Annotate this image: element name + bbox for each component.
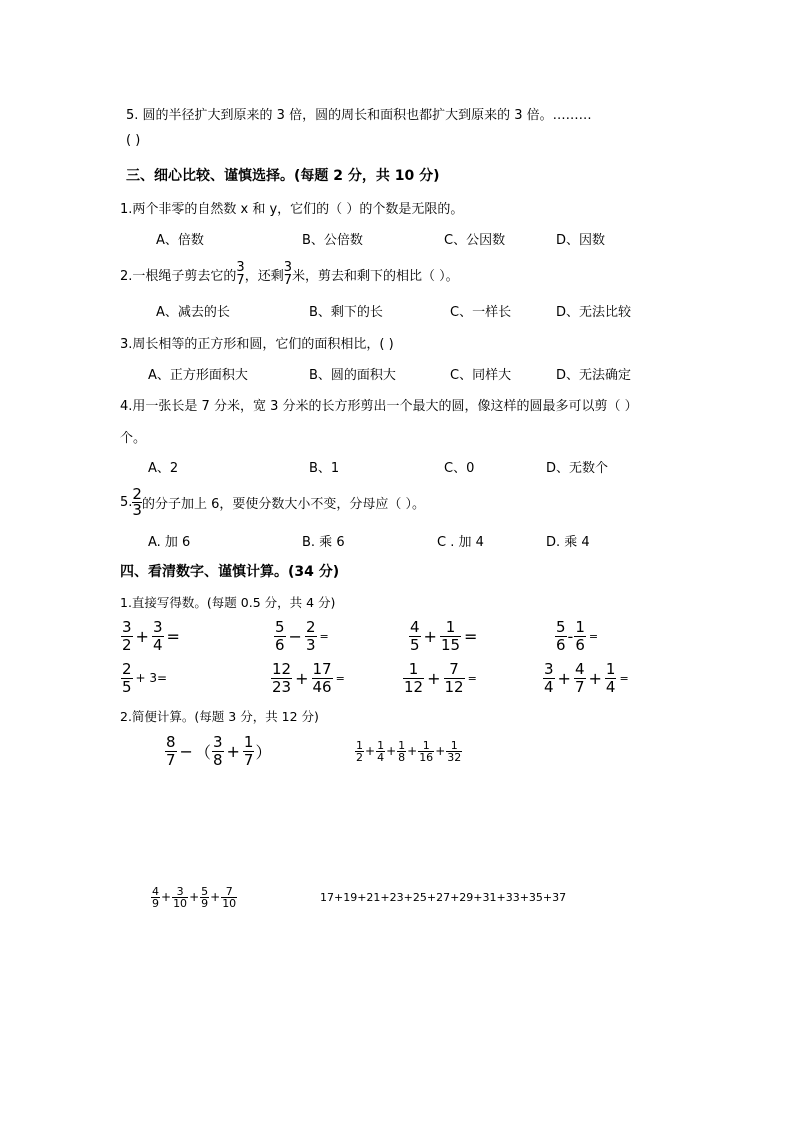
right-paren: ） (255, 742, 272, 762)
calc-expression (408, 617, 479, 655)
denominator: 7 (283, 273, 292, 288)
answer-paren: ( ) (126, 133, 141, 148)
operator: + (386, 744, 397, 758)
q5-fraction (132, 484, 142, 519)
q1-option-a: A、倍数 (156, 233, 204, 248)
section-3-title: 三、细心比较、谨慎选择。(每题 2 分，共 10 分) (126, 168, 440, 184)
q1-option-c: C、公因数 (444, 233, 506, 248)
fraction: $\frac{1}{6}$ (575, 617, 585, 654)
q1-option-d: D、因数 (556, 233, 606, 248)
q5-option-b: B. 乘 6 (302, 535, 345, 550)
section-4-title: 四、看清数字、谨慎计算。(34 分) (120, 564, 340, 580)
calc-expression (273, 617, 331, 655)
fraction: $\frac{3}{2}$ (122, 617, 132, 654)
operator: + (427, 668, 441, 688)
operator: + (435, 744, 446, 758)
simplify-expression-4: 17+19+21+23+25+27+29+31+33+35+37 (320, 891, 567, 904)
choice-question-1: 1.两个非零的自然数 x 和 y，它们的（ ）的个数是无限的。 (120, 202, 464, 217)
q2-option-d: D、无法比较 (556, 305, 632, 320)
operator: + (295, 668, 309, 688)
q4-option-c: C、0 (444, 461, 475, 476)
calc-expression (120, 617, 182, 655)
fraction: $\frac{2}{3}$ (305, 617, 316, 654)
calc-expression (542, 659, 631, 697)
fraction: $\frac{4}{7}$ (574, 659, 585, 696)
operator: + (557, 668, 571, 688)
fraction: $\frac{5}{6}$ (556, 617, 566, 654)
calc-expression (120, 659, 169, 697)
fraction: $\frac{3}{4}$ (152, 617, 163, 654)
operator: − (288, 626, 302, 646)
fraction: $\frac{1}{8}$ (398, 738, 406, 764)
operator: + (189, 890, 200, 904)
simplify-expression-2 (354, 733, 463, 769)
equals: = (166, 626, 180, 646)
fraction: $\frac{1}{15}$ (440, 617, 461, 654)
fraction: $\frac{12}{23}$ (272, 659, 292, 696)
denominator: 3 (132, 500, 142, 519)
q2-text-post: 米，剪去和剩下的相比（ ）。 (291, 268, 459, 284)
q2-text-mid: ，还剩 (244, 268, 284, 284)
q3-option-a: A、正方形面积大 (148, 368, 248, 383)
fraction: $\frac{7}{12}$ (444, 659, 464, 696)
fraction: $\frac{1}{7}$ (243, 732, 254, 769)
operator: + (161, 890, 172, 904)
simplify-expression-3 (150, 879, 238, 915)
choice-question-4: 4.用一张长是 7 分米，宽 3 分米的长方形剪出一个最大的圆，像这样的圆最多可以剪（ ） (120, 399, 638, 414)
fraction: $\frac{1}{12}$ (404, 659, 424, 696)
choice-question-5 (120, 480, 425, 524)
numerator: 3 (236, 260, 245, 275)
fraction: $\frac{1}{16}$ (419, 738, 434, 764)
calc-expression (270, 659, 347, 697)
q5-option-a: A. 加 6 (148, 535, 191, 550)
operator: + (226, 741, 240, 761)
q1-option-b: B、公倍数 (302, 233, 363, 248)
choice-question-4-cont: 个。 (120, 431, 147, 446)
fraction: $\frac{8}{7}$ (166, 732, 176, 769)
equals: = (335, 671, 345, 685)
fraction: $\frac{3}{10}$ (173, 884, 188, 910)
operator: - (567, 626, 574, 646)
fraction: $\frac{4}{9}$ (152, 884, 159, 910)
q4-option-d: D、无数个 (546, 461, 609, 476)
q5-text-post: 的分子加上 6，要使分数大小不变，分母应（ ）。 (141, 496, 425, 512)
fraction: $\frac{3}{4}$ (544, 659, 554, 696)
q4-option-a: A、2 (148, 461, 179, 476)
q2-text-pre: 2.一根绳子剪去它的 (120, 268, 237, 284)
left-paren: （ (194, 742, 211, 762)
fraction: $\frac{2}{5}$ (122, 659, 132, 696)
equals: = (619, 671, 629, 685)
equals: = (319, 629, 329, 643)
operator: + (135, 626, 149, 646)
simplify-expression-1 (164, 731, 271, 771)
q4-option-b: B、1 (309, 461, 340, 476)
fraction: $\frac{5}{9}$ (201, 884, 209, 910)
calc-expression (402, 659, 479, 697)
q2-option-b: B、剩下的长 (309, 305, 383, 320)
equals: = (588, 629, 599, 643)
fraction: $\frac{1}{4}$ (605, 659, 616, 696)
fraction: $\frac{1}{32}$ (447, 738, 462, 764)
equals: = (464, 626, 478, 646)
subsection-direct-answer: 1.直接写得数。(每题 0.5 分，共 4 分) (120, 595, 336, 610)
q3-option-c: C、同样大 (450, 368, 512, 383)
choice-question-3: 3.周长相等的正方形和圆，它们的面积相比，( ) (120, 337, 394, 352)
fraction: $\frac{5}{6}$ (275, 617, 285, 654)
judge-question-5: 5. 圆的半径扩大到原来的 3 倍，圆的周长和面积也都扩大到原来的 3 倍。……… (126, 108, 592, 123)
operator: + (407, 744, 418, 758)
operator: + (588, 668, 602, 688)
operator: + 3= (135, 671, 168, 685)
fraction: $\frac{3}{8}$ (212, 732, 223, 769)
q2-option-a: A、减去的长 (156, 305, 230, 320)
operator: + (210, 890, 221, 904)
operator: + (365, 744, 376, 758)
fraction: $\frac{1}{4}$ (377, 738, 385, 764)
choice-question-2 (120, 257, 459, 291)
q5-text-pre: 5. (120, 494, 133, 510)
operator: + (423, 626, 437, 646)
q3-option-b: B、圆的面积大 (309, 368, 396, 383)
q5-option-d: D. 乘 4 (546, 535, 590, 550)
q5-option-c: C . 加 4 (437, 535, 484, 550)
fraction: $\frac{1}{2}$ (356, 738, 363, 764)
q3-option-d: D、无法确定 (556, 368, 632, 383)
equals: = (467, 671, 477, 685)
denominator: 7 (236, 273, 245, 288)
subsection-simplify: 2.简便计算。(每题 3 分，共 12 分) (120, 709, 319, 724)
calc-expression (554, 617, 600, 655)
numerator: 2 (132, 484, 142, 503)
numerator: 3 (283, 260, 292, 275)
operator: − (179, 741, 193, 761)
q2-option-c: C、一样长 (450, 305, 512, 320)
fraction: $\frac{7}{10}$ (222, 884, 237, 910)
q2-fraction-1 (236, 261, 244, 287)
fraction: $\frac{17}{46}$ (312, 659, 332, 696)
fraction: $\frac{4}{5}$ (410, 617, 420, 654)
q2-fraction-2 (284, 261, 292, 287)
